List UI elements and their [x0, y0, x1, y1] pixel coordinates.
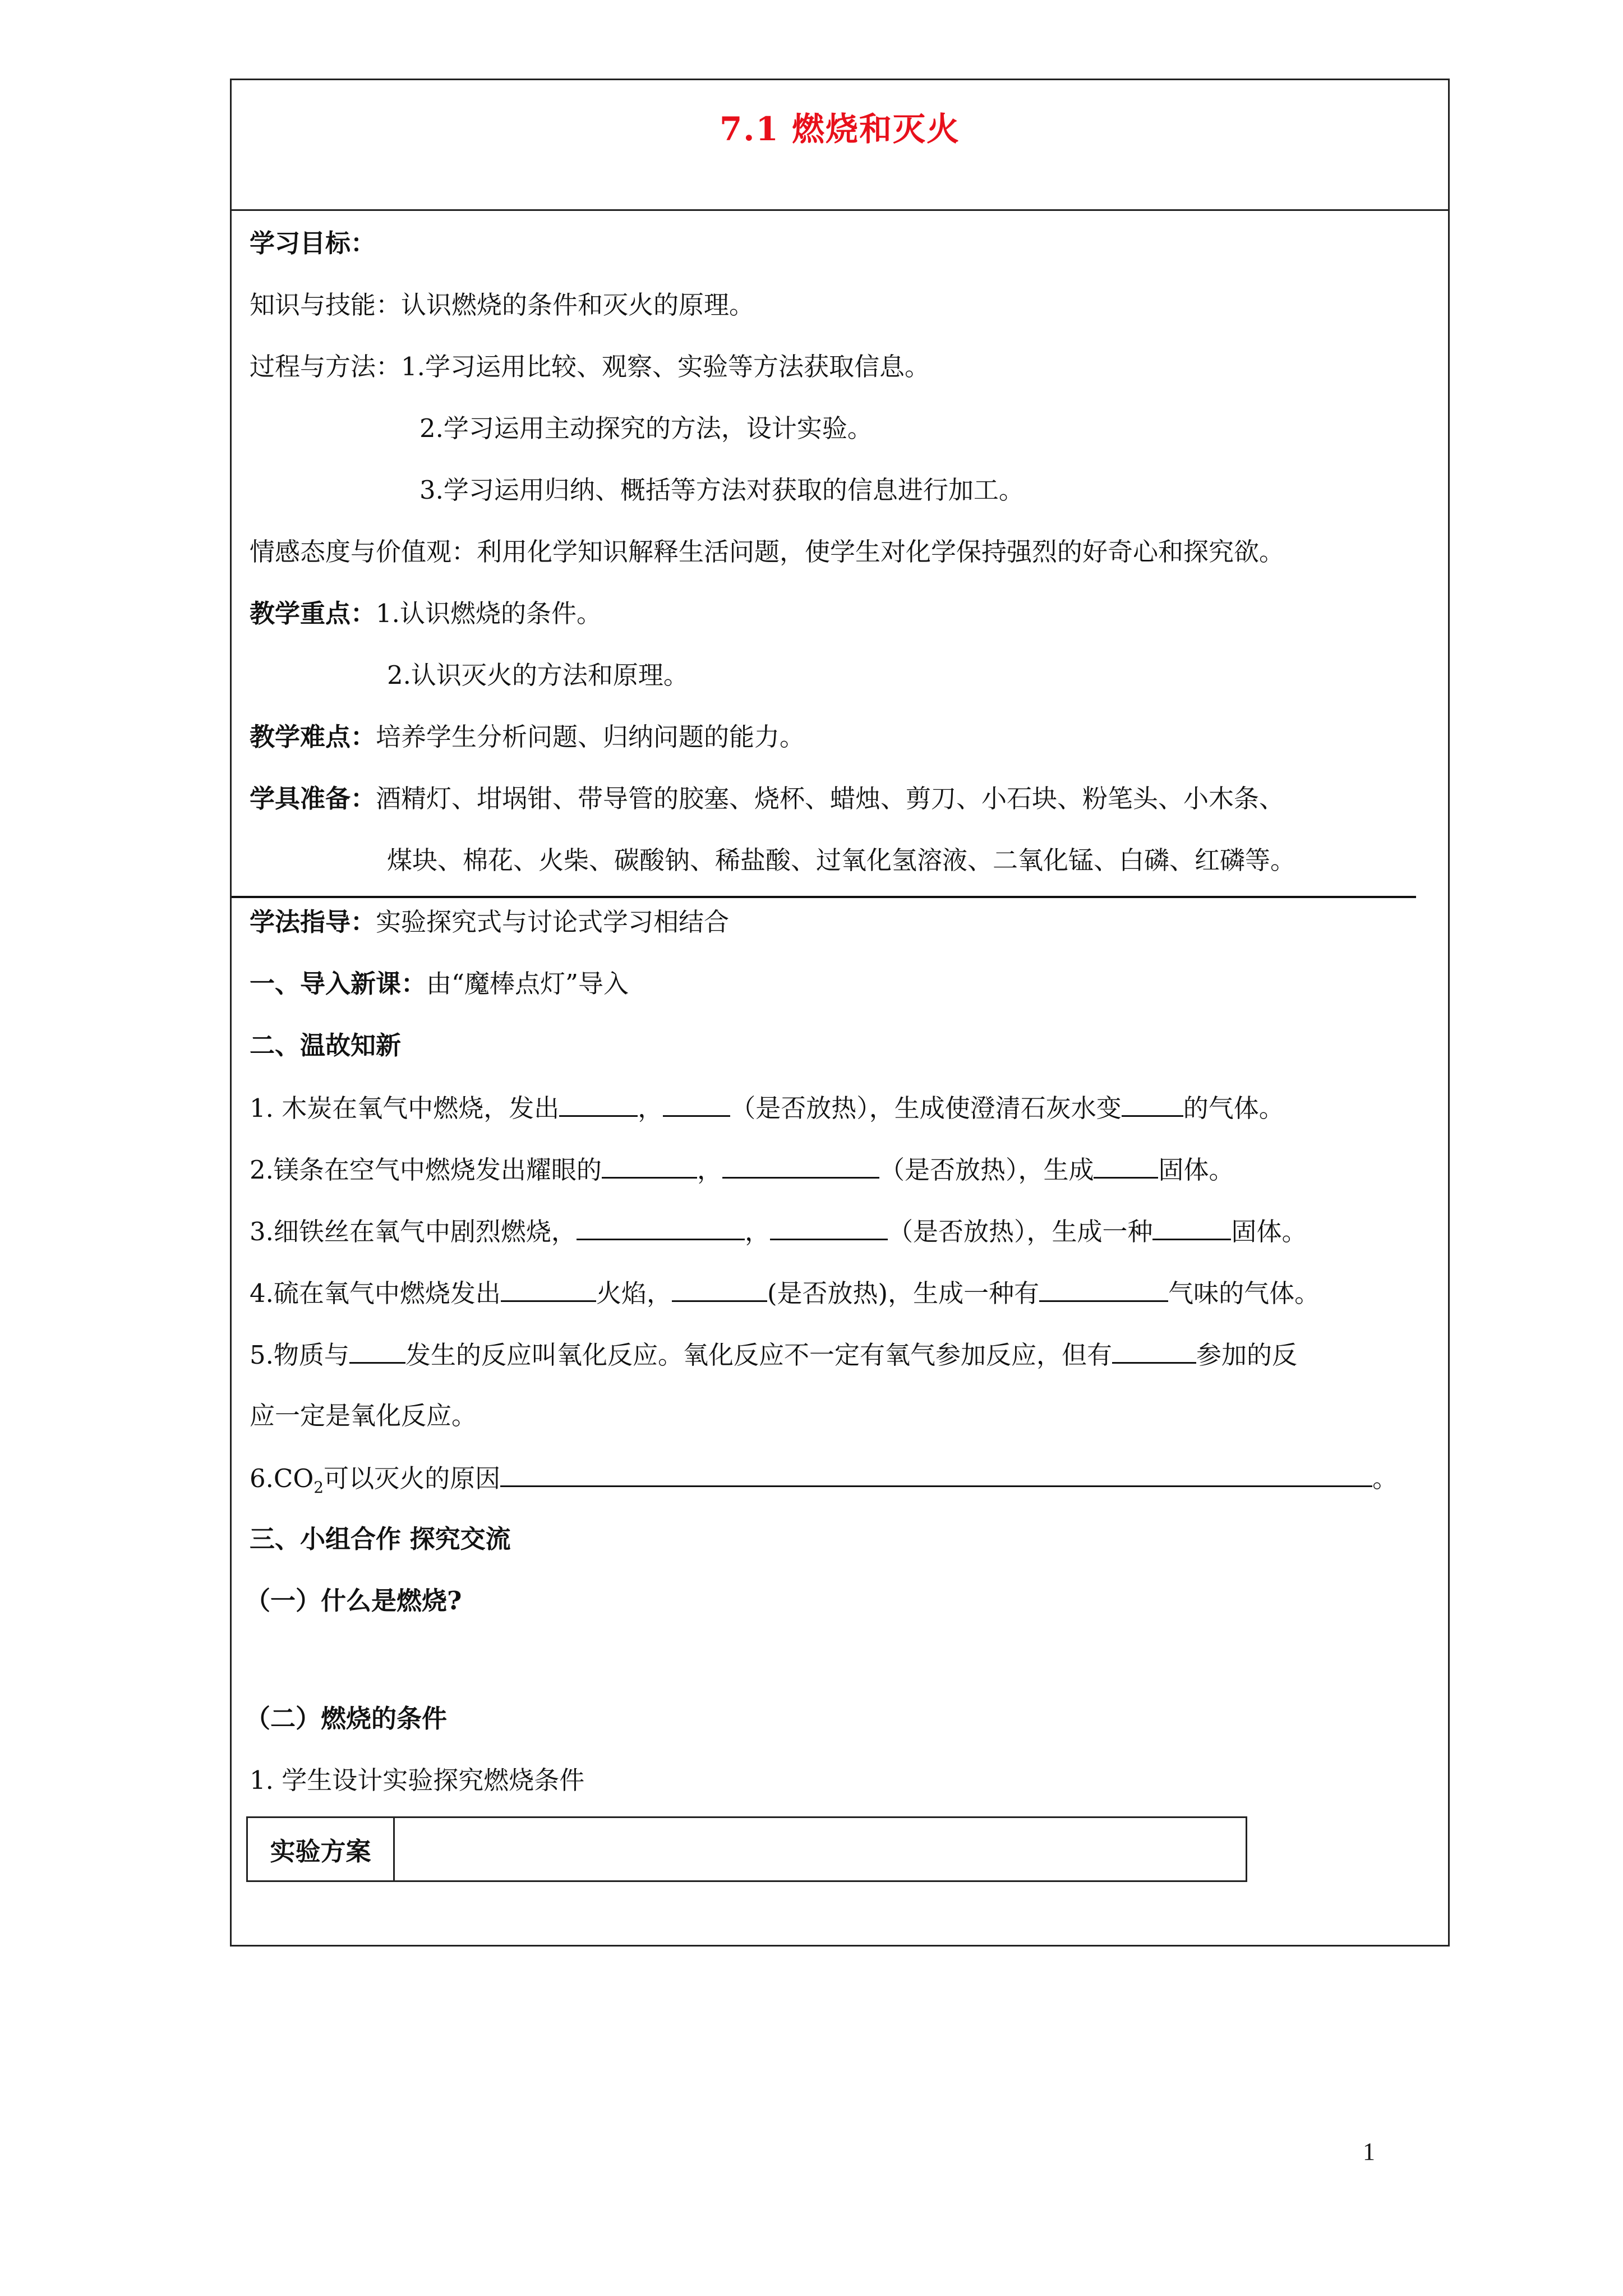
q2-text-a: 2.镁条在空气中燃烧发出耀眼的	[250, 1155, 602, 1185]
q2-text-d: 固体。	[1158, 1155, 1234, 1185]
q2-text-b: ，	[697, 1155, 722, 1185]
objective-attitude: 情感态度与价值观：利用化学知识解释生活问题，使学生对化学保持强烈的好奇心和探究欲。	[250, 537, 1285, 567]
materials-label: 学具准备：	[250, 784, 376, 813]
page-title: 7.1 燃烧和灭火	[719, 110, 961, 148]
group-subheading-1: （一）什么是燃烧?	[245, 1586, 462, 1616]
q1-blank-3[interactable]	[1122, 1091, 1183, 1117]
materials-line-1: 酒精灯、坩埚钳、带导管的胶塞、烧杯、蜡烛、剪刀、小石块、粉笔头、小木条、	[376, 784, 1285, 813]
difficulty	[250, 720, 805, 754]
q2-text-c: （是否放热），生成	[879, 1155, 1094, 1185]
review-question-4	[250, 1276, 1320, 1309]
group-heading: 三、小组合作 探究交流	[250, 1524, 511, 1554]
page-number: 1	[1363, 2138, 1375, 2165]
q1-blank-1[interactable]	[559, 1091, 638, 1117]
key-points	[250, 597, 602, 631]
materials	[250, 782, 1284, 816]
review-question-5	[250, 1337, 1297, 1371]
process-item-1: 1.学习运用比较、观察、实验等方法获取信息。	[401, 352, 930, 381]
q1-text-b: ，	[638, 1093, 663, 1123]
q4-blank-3[interactable]	[1039, 1276, 1168, 1302]
q3-text-d: 固体。	[1231, 1217, 1307, 1246]
q2-blank-2[interactable]	[722, 1152, 879, 1179]
process-label: 过程与方法：	[250, 352, 402, 381]
q5-text-b: 发生的反应叫氧化反应。氧化反应不一定有氧气参加反应，但有	[405, 1340, 1112, 1370]
q3-text-b: ，	[744, 1217, 770, 1246]
q6-subscript: 2	[313, 1478, 324, 1497]
intro-text: 由“魔棒点灯”导入	[426, 969, 629, 999]
q6-blank-1[interactable]	[500, 1461, 1372, 1487]
review-question-3	[250, 1214, 1307, 1248]
method-text: 实验探究式与讨论式学习相结合	[376, 907, 730, 937]
q5-blank-1[interactable]	[349, 1337, 405, 1364]
q4-text-d: 气味的气体。	[1168, 1278, 1320, 1308]
q6-text-c: 。	[1372, 1464, 1398, 1493]
q2-blank-3[interactable]	[1094, 1152, 1158, 1179]
q4-text-b: 火焰，	[596, 1278, 672, 1308]
intro	[250, 967, 629, 1001]
key-points-label: 教学重点：	[250, 599, 376, 628]
q1-text-c: （是否放热），生成使澄清石灰水变	[730, 1093, 1122, 1123]
q5-blank-2[interactable]	[1112, 1337, 1196, 1364]
group-subheading-2: （二）燃烧的条件	[245, 1704, 448, 1733]
q4-text-c: (是否放热)，生成一种有	[767, 1278, 1040, 1308]
lesson-plan-frame	[230, 79, 1450, 1947]
q4-text-a: 4.硫在氧气中燃烧发出	[250, 1278, 501, 1308]
q2-blank-1[interactable]	[602, 1152, 697, 1179]
q6-text-a: 6.CO	[250, 1464, 314, 1493]
title-row	[232, 80, 1448, 211]
key-point-2: 2.认识灭火的方法和原理。	[387, 660, 689, 690]
review-question-1	[250, 1091, 1284, 1124]
q3-text-a: 3.细铁丝在氧气中剧烈燃烧，	[250, 1217, 577, 1246]
q5-text-c: 参加的反	[1196, 1340, 1297, 1370]
difficulty-label: 教学难点：	[250, 722, 376, 752]
process-item-2: 2.学习运用主动探究的方法，设计实验。	[419, 413, 873, 443]
group-design-item: 1. 学生设计实验探究燃烧条件	[250, 1765, 585, 1795]
q3-blank-1[interactable]	[577, 1214, 745, 1240]
experiment-plan-table	[246, 1816, 1247, 1882]
q1-blank-2[interactable]	[663, 1091, 730, 1117]
q3-blank-2[interactable]	[770, 1214, 888, 1240]
difficulty-text: 培养学生分析问题、归纳问题的能力。	[376, 722, 805, 752]
key-point-1: 1.认识燃烧的条件。	[376, 599, 602, 628]
q4-blank-1[interactable]	[501, 1276, 596, 1302]
materials-line-2: 煤块、棉花、火柴、碳酸钠、稀盐酸、过氧化氢溶液、二氧化锰、白磷、红磷等。	[387, 845, 1296, 875]
method-label: 学法指导：	[250, 907, 376, 937]
objectives-heading: 学习目标：	[250, 228, 376, 258]
objective-knowledge: 知识与技能：认识燃烧的条件和灭火的原理。	[250, 290, 755, 320]
review-heading: 二、温故知新	[250, 1030, 402, 1060]
review-question-5-cont: 应一定是氧化反应。	[250, 1401, 477, 1430]
section-divider	[232, 896, 1416, 898]
q3-text-c: （是否放热），生成一种	[887, 1217, 1153, 1246]
q6-text-b: 可以灭火的原因	[324, 1464, 501, 1493]
q1-text-d: 的气体。	[1183, 1093, 1284, 1123]
review-question-6	[250, 1461, 1398, 1497]
q3-blank-3[interactable]	[1152, 1214, 1231, 1240]
q5-text-a: 5.物质与	[250, 1340, 349, 1370]
method	[250, 905, 729, 939]
intro-label: 一、导入新课：	[250, 969, 427, 999]
review-question-2	[250, 1152, 1234, 1186]
objective-process	[250, 350, 930, 384]
q4-blank-2[interactable]	[672, 1276, 767, 1302]
q1-text-a: 1. 木炭在氧气中燃烧，发出	[250, 1093, 560, 1123]
process-item-3: 3.学习运用归纳、概括等方法对获取的信息进行加工。	[419, 475, 1024, 505]
experiment-plan-label: 实验方案	[248, 1818, 395, 1880]
